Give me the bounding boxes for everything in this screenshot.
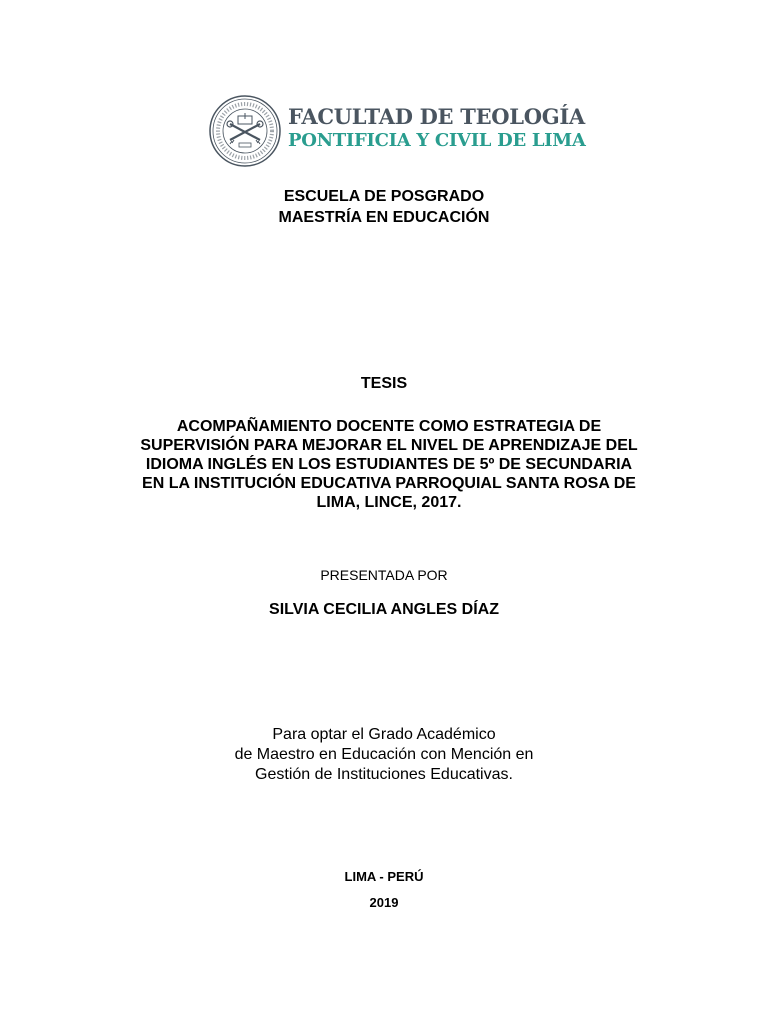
degree-line: Para optar el Grado Académico — [272, 726, 496, 743]
school-heading — [0, 186, 768, 228]
thesis-title-line: LIMA, LINCE, 2017. — [316, 494, 462, 511]
year: 2019 — [369, 895, 399, 910]
thesis-title-line: IDIOMA INGLÉS EN LOS ESTUDIANTES DE 5º DE SECUNDARIA — [145, 456, 633, 473]
thesis-title-line: EN LA INSTITUCIÓN EDUCATIVA PARROQUIAL SANTA ROSA DE — [142, 475, 636, 492]
document-type: TESIS — [360, 375, 408, 392]
program-name: MAESTRÍA EN EDUCACIÓN — [278, 209, 490, 226]
institution-name-line1: FACULTAD DE TEOLOGÍA — [288, 104, 585, 129]
thesis-title — [100, 417, 678, 512]
degree-line: de Maestro en Educación con Mención en — [234, 746, 534, 763]
degree-statement — [0, 725, 768, 785]
thesis-title-line: SUPERVISIÓN PARA MEJORAR EL NIVEL DE APRENDIZAJE DEL — [140, 437, 638, 454]
school-name: ESCUELA DE POSGRADO — [283, 188, 485, 205]
place: LIMA - PERÚ — [344, 869, 424, 884]
institution-name — [288, 104, 586, 153]
institution-logo — [208, 94, 588, 170]
author-name: SILVIA CECILIA ANGLES DÍAZ — [269, 601, 499, 618]
thesis-title-line: ACOMPAÑAMIENTO DOCENTE COMO ESTRATEGIA DE — [176, 418, 602, 435]
presented-by-label: PRESENTADA POR — [320, 567, 448, 583]
university-seal-icon — [208, 94, 282, 168]
degree-line: Gestión de Instituciones Educativas. — [255, 766, 513, 783]
institution-name-line2: PONTIFICIA Y CIVIL DE LIMA — [288, 130, 586, 151]
